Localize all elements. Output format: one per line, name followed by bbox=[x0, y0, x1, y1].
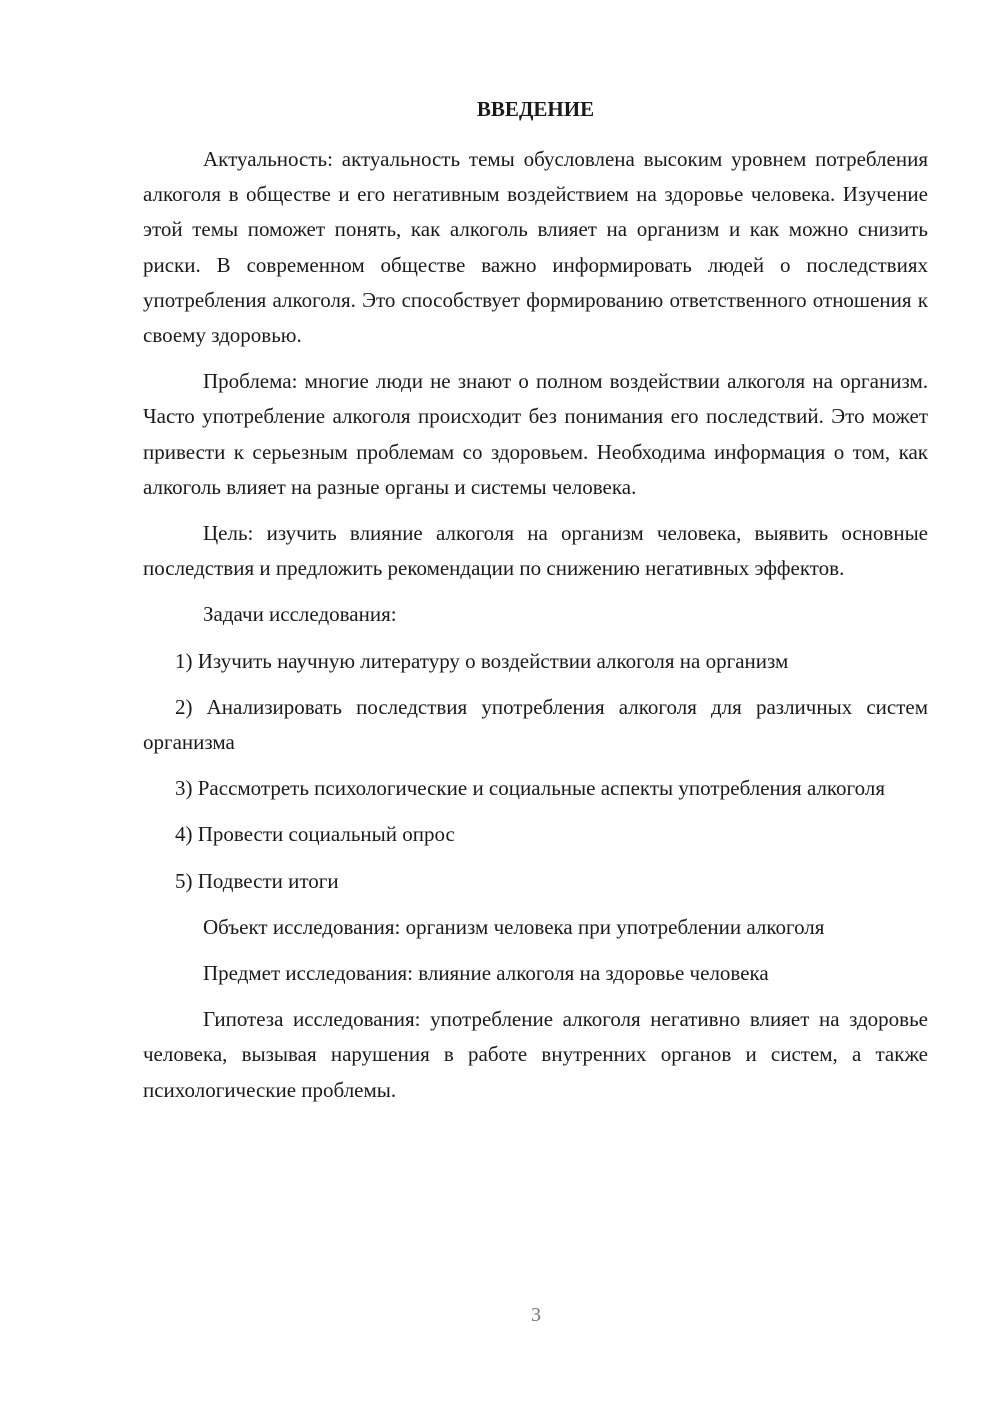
relevance-paragraph: Актуальность: актуальность темы обусловлена высоким уровнем потребления алкоголя в обществе и его негативным воздействием на здоровье человека. Изучение этой темы поможет понять, как алкоголь влияет на организм и как можно снизить риски. В современном обществе важно информировать людей о последствиях употребления алкоголя. Это способствует формированию ответственного отношения к своему здоровью. bbox=[143, 147, 928, 348]
subject-paragraph: Предмет исследования: влияние алкоголя на здоровье человека bbox=[203, 961, 769, 986]
task-item: 4) Провести социальный опрос bbox=[175, 822, 455, 847]
page-number: 3 bbox=[531, 1304, 541, 1326]
section-title: ВВЕДЕНИЕ bbox=[476, 97, 595, 121]
task-item: 3) Рассмотреть психологические и социальные аспекты употребления алкоголя bbox=[175, 776, 886, 801]
task-item: 1) Изучить научную литературу о воздействии алкоголя на организм bbox=[175, 648, 789, 673]
document-page bbox=[143, 92, 928, 1119]
task-item: 5) Подвести итоги bbox=[175, 868, 339, 893]
problem-paragraph: Проблема: многие люди не знают о полном воздействии алкоголя на организм. Часто употребление алкоголя происходит без понимания его последствий. Это может привести к серьезным проблемам со здоровьем. Необходима информация о том, как алкоголь влияет на разные органы и системы человека. bbox=[143, 369, 928, 499]
task-item: 2) Анализировать последствия употребления алкоголя для различных систем организма bbox=[143, 694, 928, 755]
object-paragraph: Объект исследования: организм человека при употреблении алкоголя bbox=[203, 914, 825, 939]
goal-paragraph: Цель: изучить влияние алкоголя на организм человека, выявить основные последствия и предложить рекомендации по снижению негативных эффектов. bbox=[143, 521, 928, 581]
hypothesis-paragraph: Гипотеза исследования: употребление алкоголя негативно влияет на здоровье человека, вызывая нарушения в работе внутренних органов и систем, а также психологические проблемы. bbox=[143, 1007, 928, 1102]
tasks-heading: Задачи исследования: bbox=[203, 602, 397, 627]
